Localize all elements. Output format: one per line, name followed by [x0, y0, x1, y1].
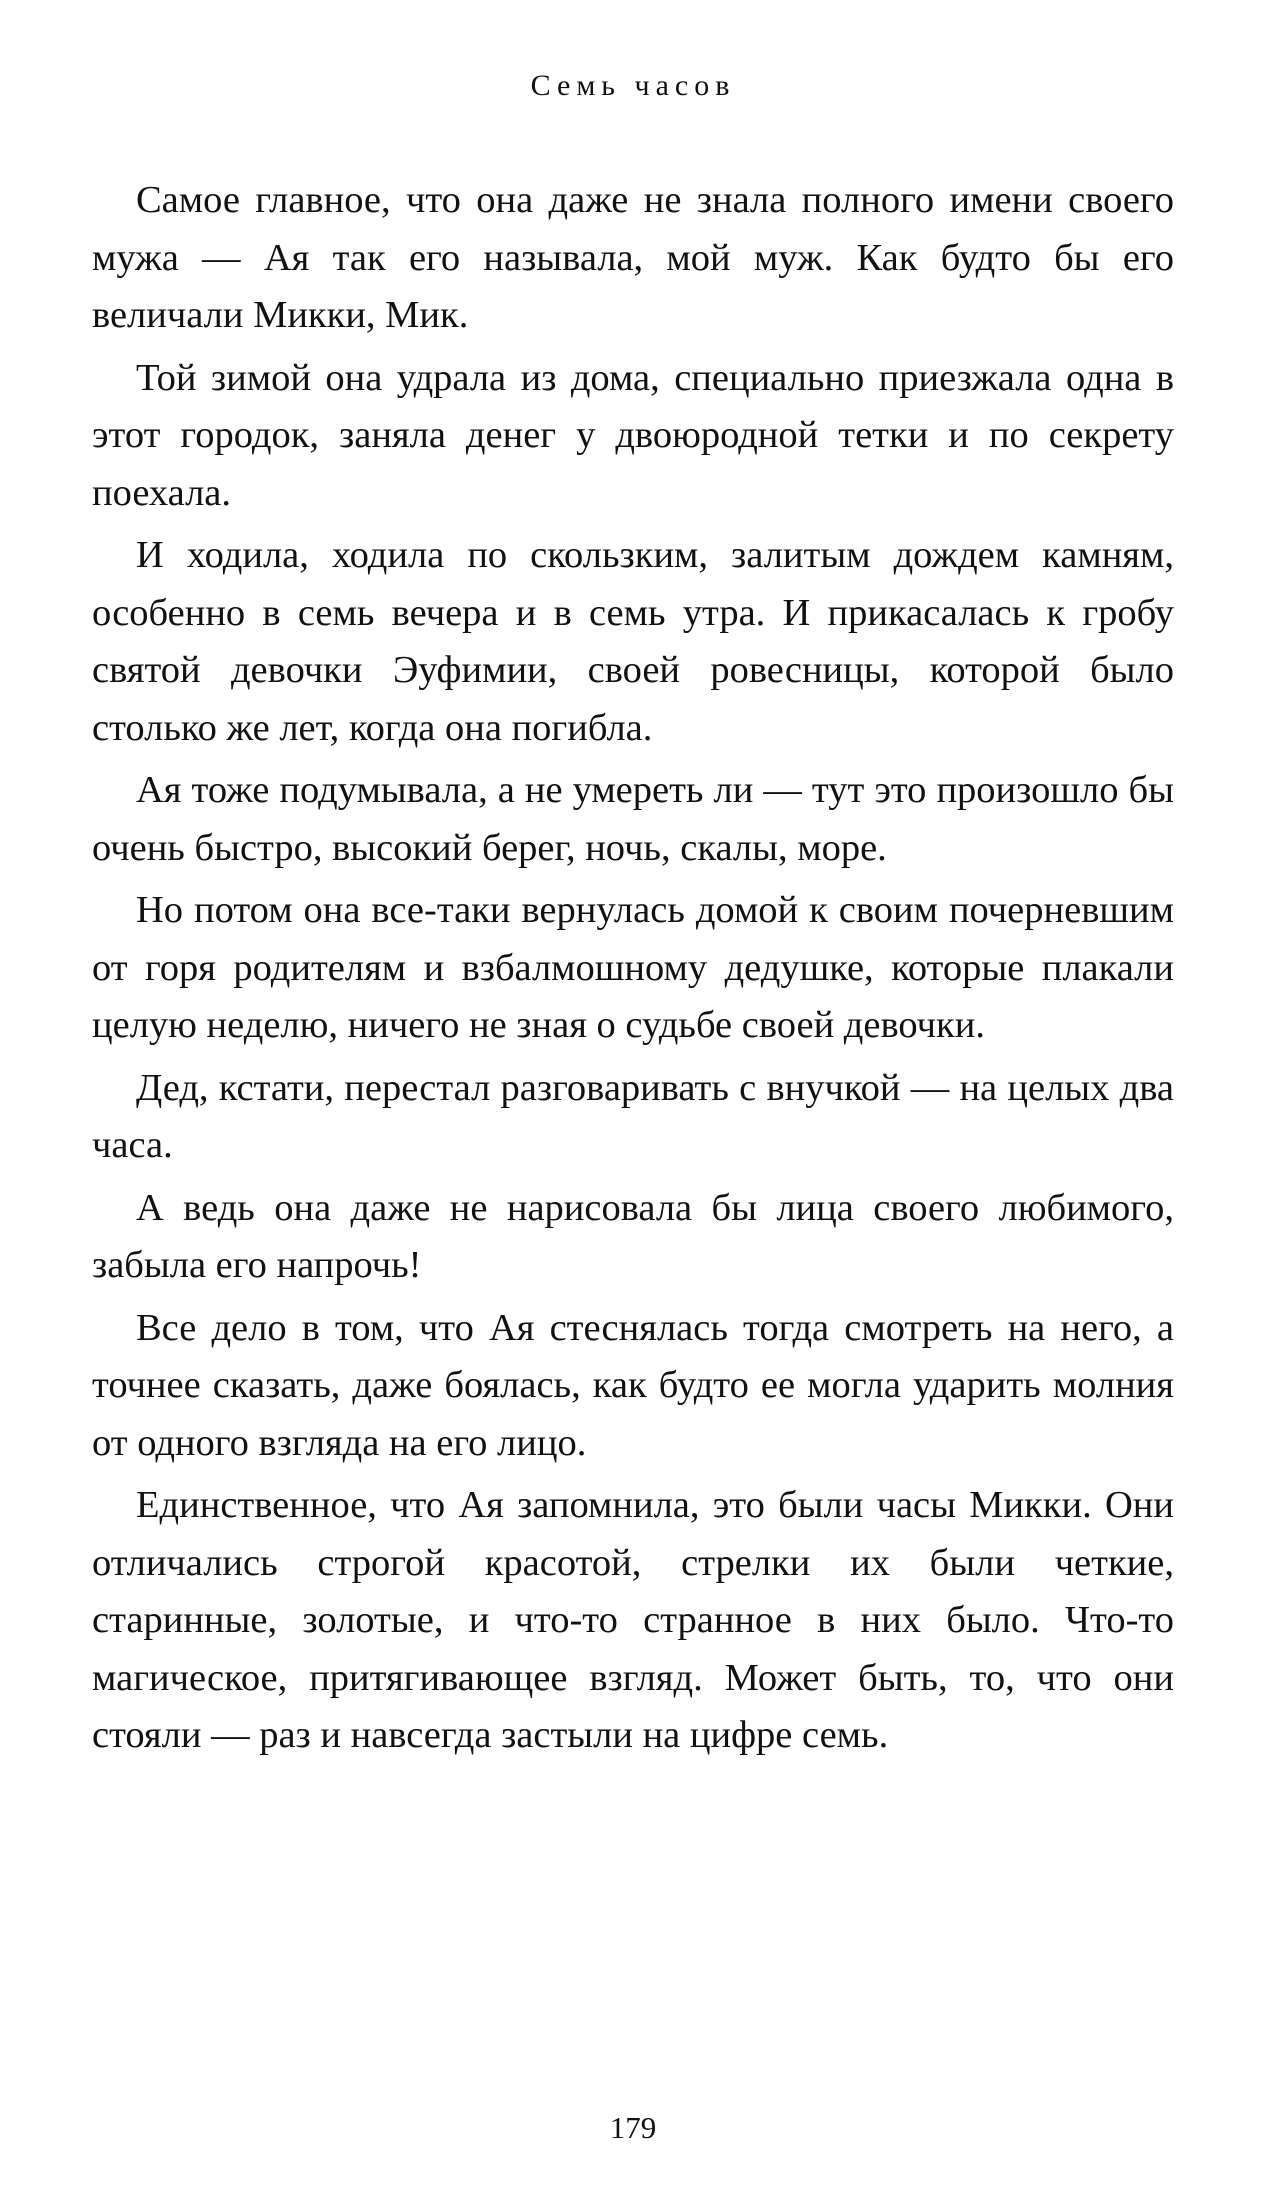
- paragraph: Дед, кстати, перестал разговаривать с внучкой — на целых два часа.: [92, 1066, 1174, 1166]
- paragraph: Но потом она все-таки вернулась домой к своим почерневшим от горя родителям и взбалмошному дедушке, которые плакали целую неделю, ничего не зная о судьбе своей девочки.: [92, 889, 1174, 1046]
- running-head-title: Семь часов: [530, 69, 736, 102]
- paragraph: Самое главное, что она даже не знала полного имени своего мужа — Ая так его называла, мой муж. Как будто бы его величали Микки, Мик.: [92, 179, 1174, 336]
- paragraph: И ходила, ходила по скользким, залитым дождем камням, особенно в семь вечера и в семь утра. И прикасалась к гробу святой девочки Эуфимии, своей ровесницы, которой было столько же лет, когда она погибла.: [92, 534, 1174, 749]
- page-number: 179: [609, 2110, 657, 2145]
- body-text: [92, 172, 1174, 1765]
- paragraph: Ая тоже подумывала, а не умереть ли — тут это произошло бы очень быстро, высокий берег, ночь, скалы, море.: [92, 769, 1174, 869]
- paragraph: Все дело в том, что Ая стеснялась тогда смотреть на него, а точнее сказать, даже боялась, как будто ее могла ударить молния от одного взгляда на его лицо.: [92, 1306, 1174, 1464]
- paragraph: А ведь она даже не нарисовала бы лица своего любимого, забыла его напрочь!: [92, 1186, 1174, 1286]
- paragraph: Единственное, что Ая запомнила, это были часы Микки. Они отличались строгой красотой, стрелки их были четкие, старинные, золотые, и что-то странное в них было. Что-то магическое, притягивающее взгляд. Может быть, то, что они стояли — раз и навсегда застыли на цифре семь.: [92, 1484, 1174, 1756]
- paragraph: Той зимой она удрала из дома, специально приезжала одна в этот городок, заняла денег у двоюродной тетки и по секрету поехала.: [92, 356, 1174, 514]
